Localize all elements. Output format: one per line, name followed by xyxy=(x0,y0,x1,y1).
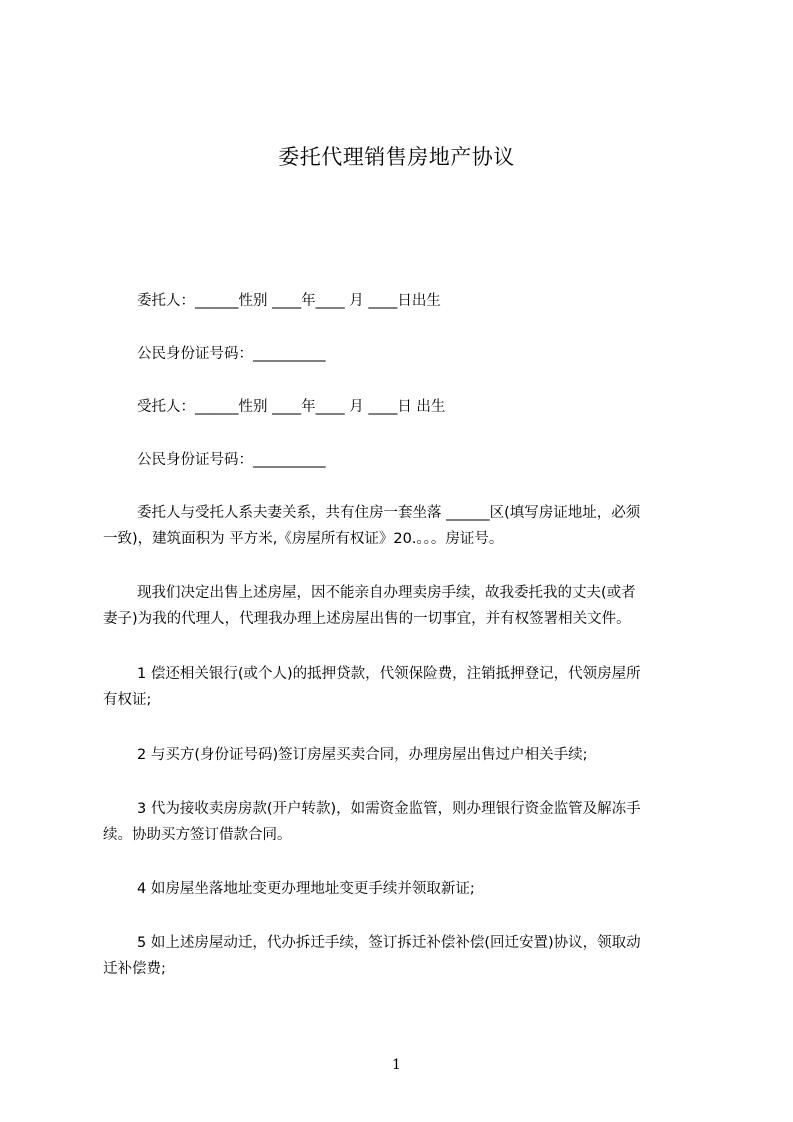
item-3-line-1: 3 代为接收卖房房款(开户转款)，如需资金监管，则办理银行资金监管及解冻手 xyxy=(137,801,641,817)
item-4-line-1: 4 如房屋坐落地址变更办理地址变更手续并领取新证; xyxy=(137,881,475,897)
item-3-line-2: 续。协助买方签订借款合同。 xyxy=(103,827,292,843)
principal-info-line: 委托人：______性别 ____年____ 月 ____日出生 xyxy=(137,293,441,309)
document-title: 委托代理销售房地产协议 xyxy=(278,145,515,169)
page-number: 1 xyxy=(392,1057,401,1073)
relation-paragraph-line-1: 委托人与受托人系夫妻关系，共有住房一套坐落 ______区(填写房证地址，必须 xyxy=(137,505,641,521)
item-1-line-1: 1 偿还相关银行(或个人)的抵押贷款，代领保险费，注销抵押登记，代领房屋所 xyxy=(137,666,641,682)
principal-id-line: 公民身份证号码：__________ xyxy=(137,346,326,362)
relation-paragraph-line-2: 一致)，建筑面积为 平方米,《房屋所有权证》20.。。。房证号。 xyxy=(103,531,504,547)
decision-paragraph-line-1: 现我们决定出售上述房屋，因不能亲自办理卖房手续，故我委托我的丈夫(或者 xyxy=(137,585,636,601)
item-1-line-2: 有权证; xyxy=(103,692,152,708)
item-2-line-1: 2 与买方(身份证号码)签订房屋买卖合同，办理房屋出售过户相关手续; xyxy=(137,747,588,763)
decision-paragraph-line-2: 妻子)为我的代理人，代理我办理上述房屋出售的一切事宜，并有权签署相关文件。 xyxy=(103,611,631,627)
item-5-line-2: 迁补偿费; xyxy=(103,961,166,977)
agent-info-line: 受托人：______性别 ____年____ 月 ____日 出生 xyxy=(137,399,446,415)
agent-id-line: 公民身份证号码：__________ xyxy=(137,452,326,468)
item-5-line-1: 5 如上述房屋动迁，代办拆迁手续，签订拆迁补偿补偿(回迁安置)协议，领取动 xyxy=(137,935,641,951)
